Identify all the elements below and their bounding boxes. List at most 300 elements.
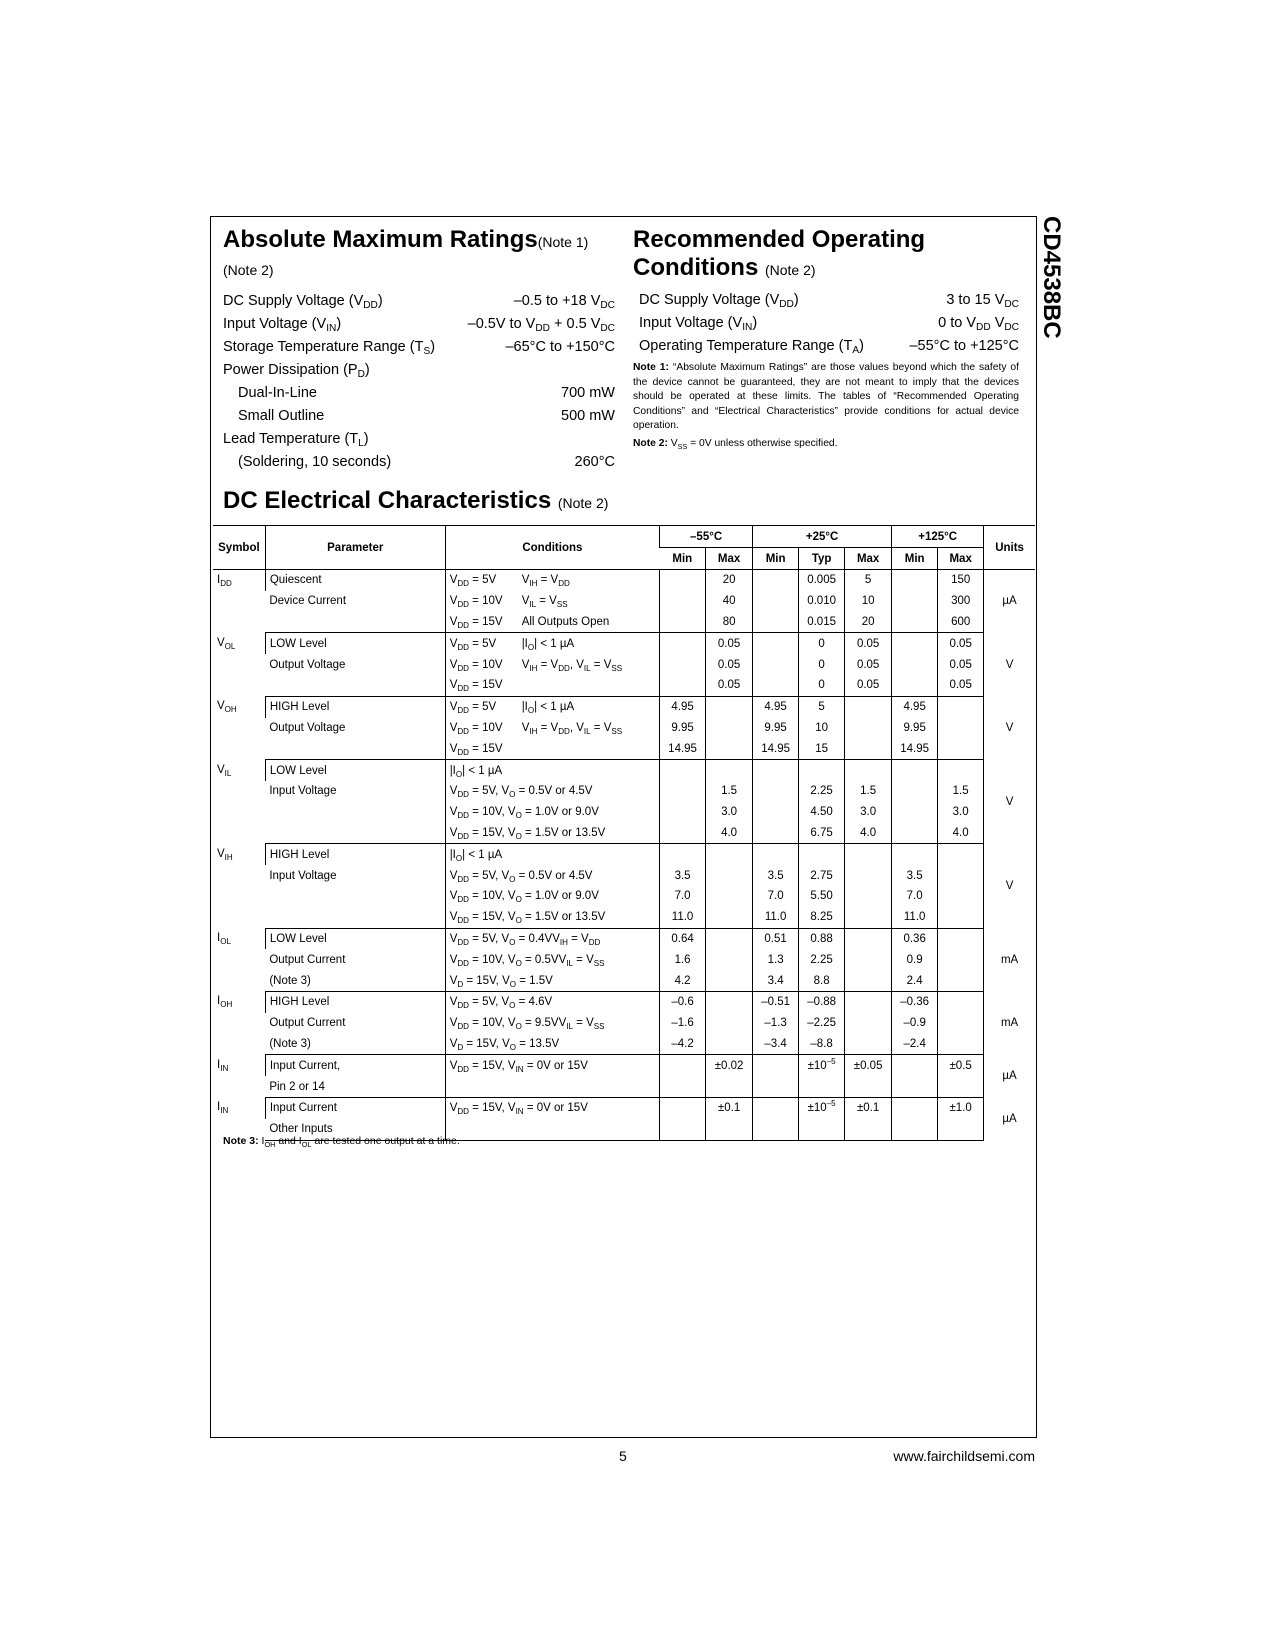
conditions-cell: $V_{DD} = 10V$, $V_O = 1.0V$ or 9.0V (445, 802, 659, 823)
value-cell (753, 612, 799, 633)
value-cell (892, 591, 938, 612)
value-cell (845, 970, 892, 991)
value-cell (660, 633, 706, 654)
value-cell: 7.0 (753, 886, 799, 907)
abs-title: Absolute Maximum Ratings(Note 1) (223, 226, 589, 253)
value-cell: 6.75 (799, 823, 845, 844)
param-group (213, 696, 1035, 759)
abs-rating-row (223, 313, 615, 336)
value-cell (938, 738, 984, 759)
rec-condition-row (633, 335, 1019, 358)
value-cell (938, 970, 984, 991)
parameter-cell: Pin 2 or 14 (265, 1076, 445, 1097)
value-cell: –3.4 (753, 1034, 799, 1055)
value-cell (753, 802, 799, 823)
abs-rating-row (223, 405, 615, 428)
units-cell: V (984, 696, 1035, 759)
value-cell: 7.0 (660, 886, 706, 907)
value-cell: 0 (799, 654, 845, 675)
value-cell: –8.8 (799, 1034, 845, 1055)
rec-condition-label: Input Voltage $(V_{IN})$ (639, 315, 758, 333)
value-cell: 80 (706, 612, 753, 633)
value-cell: 0.9 (892, 949, 938, 970)
value-cell: 2.75 (799, 865, 845, 886)
value-cell: 0.05 (845, 633, 892, 654)
value-cell (753, 781, 799, 802)
conditions-cell: $V_{DD} = 5V$, $V_O = 0.5V$ or 4.5V (445, 781, 659, 802)
value-cell (799, 760, 845, 781)
table-row (213, 633, 1035, 654)
symbol-cell: $I_{IN}$ (217, 1101, 229, 1116)
table-row (213, 781, 1035, 802)
abs-rating-label: (Soldering, 10 seconds) (238, 454, 392, 470)
table-row (213, 1055, 1035, 1076)
value-cell: 40 (706, 591, 753, 612)
value-cell (938, 696, 984, 717)
rec-condition-row (633, 312, 1019, 335)
header-min: Min (753, 548, 799, 570)
value-cell: –2.25 (799, 1013, 845, 1034)
value-cell: –0.36 (892, 991, 938, 1012)
rec-condition-value: –55°C to +125°C (909, 338, 1019, 354)
table-row (213, 1034, 1035, 1055)
parameter-cell: Device Current (269, 595, 347, 608)
value-cell (753, 675, 799, 696)
value-cell (660, 1119, 706, 1140)
note-2: Note 2: $V_{SS} = 0V$ unless otherwise specified. (633, 437, 838, 451)
header-max: Max (938, 548, 984, 570)
conditions-cell (445, 1119, 659, 1140)
value-cell: 1.3 (753, 949, 799, 970)
value-cell (660, 781, 706, 802)
value-cell (845, 886, 892, 907)
value-cell (938, 760, 984, 781)
value-cell (660, 844, 706, 865)
parameter-cell (265, 675, 445, 696)
conditions-cell: $V_{DD} = 15V$ (445, 675, 659, 696)
value-cell: 0.05 (938, 675, 984, 696)
value-cell (706, 1119, 753, 1140)
value-cell (845, 865, 892, 886)
value-cell: 3.0 (706, 802, 753, 823)
parameter-cell (265, 823, 445, 844)
parameter-cell: HIGH Level (265, 696, 445, 717)
value-cell (753, 654, 799, 675)
value-cell: 0.64 (660, 928, 706, 949)
units-cell: V (984, 760, 1035, 844)
conditions-cell: $V_{DD} = 15V$ (445, 738, 659, 759)
symbol-cell: $I_{IN}$ (217, 1058, 229, 1073)
value-cell (660, 570, 706, 591)
value-cell: 600 (938, 612, 984, 633)
abs-rating-value: –0.5V to $V_{DD} + 0.5$ $V_{DC}$ (467, 316, 615, 334)
value-cell (706, 718, 753, 739)
table-row (213, 654, 1035, 675)
conditions-cell: $V_{DD} = 10V$ $V_{IH} = V_{DD}$, $V_{IL} = V_{SS}$ (445, 718, 659, 739)
abs-rating-label: Lead Temperature $(T_L)$ (223, 431, 369, 449)
table-row (213, 907, 1035, 928)
value-cell: 0.05 (706, 654, 753, 675)
parameter-cell: LOW Level (265, 760, 445, 781)
value-cell (753, 570, 799, 591)
value-cell: 3.5 (660, 865, 706, 886)
header-min: Min (660, 548, 706, 570)
value-cell: 14.95 (660, 738, 706, 759)
value-cell (845, 1013, 892, 1034)
symbol-cell: $V_{OL}$ (217, 636, 236, 651)
value-cell: 1.6 (660, 949, 706, 970)
table-row (213, 760, 1035, 781)
abs-rows (223, 290, 615, 474)
value-cell (892, 570, 938, 591)
symbol-cell: $I_{OH}$ (217, 995, 233, 1010)
note-3-text: $I_{OH}$ and $I_{OL}$ are tested one output at a time. (261, 1135, 460, 1149)
value-cell (845, 718, 892, 739)
param-group (213, 928, 1035, 991)
parameter-cell: Other Inputs (265, 1119, 445, 1140)
recommended-operating-conditions (633, 226, 1019, 451)
value-cell: 4.0 (938, 823, 984, 844)
value-cell (845, 928, 892, 949)
value-cell: –0.88 (799, 991, 845, 1012)
value-cell (753, 1076, 799, 1097)
value-cell: 20 (706, 570, 753, 591)
symbol-cell: $V_{IL}$ (217, 763, 232, 778)
value-cell: 14.95 (753, 738, 799, 759)
rec-title: Recommended Operating Conditions (Note 2) (633, 226, 926, 281)
value-cell (660, 1076, 706, 1097)
value-cell (706, 738, 753, 759)
abs-rating-row (223, 290, 615, 313)
table-row (213, 570, 1035, 591)
symbol-cell: $I_{OL}$ (217, 932, 231, 947)
value-cell: 14.95 (892, 738, 938, 759)
abs-rating-value: 500 mW (561, 408, 615, 424)
value-cell: 3.0 (845, 802, 892, 823)
value-cell: ±0.5 (938, 1055, 984, 1076)
conditions-cell: $V_D = 15V$, $V_O = 13.5V$ (445, 1034, 659, 1055)
value-cell (845, 696, 892, 717)
abs-rating-row (223, 382, 615, 405)
value-cell (753, 633, 799, 654)
value-cell (938, 844, 984, 865)
value-cell (706, 696, 753, 717)
value-cell (799, 844, 845, 865)
value-cell: 20 (845, 612, 892, 633)
parameter-cell (265, 612, 445, 633)
value-cell: –0.9 (892, 1013, 938, 1034)
value-cell: –4.2 (660, 1034, 706, 1055)
value-cell: 1.5 (706, 781, 753, 802)
abs-rating-row (223, 336, 615, 359)
conditions-cell: $V_{DD} = 15V$, $V_O = 1.5V$ or 13.5V (445, 907, 659, 928)
value-cell: 0.010 (799, 591, 845, 612)
value-cell: 9.95 (892, 718, 938, 739)
parameter-cell: LOW Level (265, 633, 445, 654)
table-row (213, 591, 1035, 612)
param-group (213, 991, 1035, 1054)
value-cell (892, 612, 938, 633)
symbol-cell: $V_{OH}$ (217, 700, 237, 715)
value-cell: 9.95 (660, 718, 706, 739)
parameter-cell: Output Current (269, 1017, 346, 1030)
value-cell (706, 844, 753, 865)
value-cell: ±0.02 (706, 1055, 753, 1076)
value-cell (845, 991, 892, 1012)
value-cell (892, 1076, 938, 1097)
conditions-cell: $|I_O| < 1$ µA (445, 844, 659, 865)
value-cell (892, 654, 938, 675)
value-cell: ±0.1 (845, 1097, 892, 1118)
value-cell: 3.4 (753, 970, 799, 991)
value-cell (706, 1076, 753, 1097)
abs-rating-label: Small Outline (238, 408, 325, 424)
value-cell (706, 928, 753, 949)
header-max: Max (845, 548, 892, 570)
value-cell (938, 1034, 984, 1055)
value-cell (938, 907, 984, 928)
side-title: CD4538BC (1038, 216, 1065, 339)
abs-rating-value: –65°C to +150°C (505, 339, 615, 355)
value-cell (892, 675, 938, 696)
value-cell (845, 760, 892, 781)
value-cell (892, 802, 938, 823)
value-cell (706, 865, 753, 886)
value-cell: $\pm 10^{-5}$ (799, 1055, 845, 1076)
value-cell (753, 1055, 799, 1076)
value-cell (938, 1013, 984, 1034)
value-cell: 0 (799, 633, 845, 654)
value-cell: 0.05 (706, 633, 753, 654)
header-typ: Typ (799, 548, 845, 570)
table-row (213, 844, 1035, 865)
table-row (213, 991, 1035, 1012)
rec-condition-row (633, 289, 1019, 312)
table-row (213, 802, 1035, 823)
value-cell (660, 1097, 706, 1118)
abs-rating-label: Storage Temperature Range $(T_S)$ (223, 339, 436, 357)
value-cell: ±1.0 (938, 1097, 984, 1118)
abs-rating-label: Power Dissipation $(P_D)$ (223, 362, 370, 380)
value-cell: 300 (938, 591, 984, 612)
value-cell (753, 591, 799, 612)
value-cell: –1.3 (753, 1013, 799, 1034)
note-1: Note 1: “Absolute Maximum Ratings” are those values beyond which the safety of the device cannot be guaranteed, they are not meant to imply that the devices should be operated at these limits. The tables of “Recommended Operating Conditions” and “Electrical Characteristics” provide conditions for actual device operation. (633, 362, 1019, 431)
value-cell: 4.0 (845, 823, 892, 844)
value-cell: 0.015 (799, 612, 845, 633)
value-cell: 11.0 (660, 907, 706, 928)
value-cell (706, 1013, 753, 1034)
param-group (213, 570, 1035, 633)
value-cell (892, 823, 938, 844)
parameter-cell: Output Current (269, 953, 346, 966)
value-cell: 2.25 (799, 781, 845, 802)
abs-rating-value: –0.5 to +18 $V_{DC}$ (513, 293, 615, 311)
header-conditions: Conditions (445, 526, 659, 570)
value-cell (753, 1097, 799, 1118)
parameter-cell (265, 886, 445, 907)
table-row (213, 1097, 1035, 1118)
value-cell (845, 949, 892, 970)
value-cell (845, 1034, 892, 1055)
conditions-cell: $V_{DD} = 10V$, $V_O = 0.5VV_{IL} = V_{SS}$ (445, 949, 659, 970)
value-cell (845, 907, 892, 928)
table-row (213, 886, 1035, 907)
rec-condition-label: DC Supply Voltage $(V_{DD})$ (639, 292, 799, 310)
parameter-cell (265, 738, 445, 759)
value-cell (892, 1097, 938, 1118)
units-cell: µA (984, 1055, 1035, 1098)
value-cell (845, 844, 892, 865)
conditions-cell (445, 1076, 659, 1097)
parameter-cell: Output Voltage (269, 658, 346, 671)
value-cell: 3.5 (892, 865, 938, 886)
conditions-cell: $V_{DD} = 10V$, $V_O = 1.0V$ or 9.0V (445, 886, 659, 907)
value-cell: 0.36 (892, 928, 938, 949)
parameter-cell: Input Current (265, 1097, 445, 1118)
conditions-cell: $V_D = 15V$, $V_O = 1.5V$ (445, 970, 659, 991)
value-cell: –0.6 (660, 991, 706, 1012)
value-cell: 9.95 (753, 718, 799, 739)
value-cell: 4.0 (706, 823, 753, 844)
abs-note2: (Note 2) (223, 262, 274, 278)
parameter-cell: Input Voltage (269, 869, 337, 882)
conditions-cell: $V_{DD} = 10V$ $V_{IL} = V_{SS}$ (445, 591, 659, 612)
value-cell: 1.5 (938, 781, 984, 802)
value-cell (938, 1076, 984, 1097)
value-cell (660, 675, 706, 696)
value-cell: 0.05 (938, 633, 984, 654)
conditions-cell: $V_{DD} = 5V$ $|I_O| < 1$ µA (445, 633, 659, 654)
abs-rating-row (223, 428, 615, 451)
value-cell: 8.25 (799, 907, 845, 928)
value-cell (660, 823, 706, 844)
value-cell: 7.0 (892, 886, 938, 907)
conditions-cell: $V_{DD} = 5V$, $V_O = 0.4VV_{IH} = V_{DD}$ (445, 928, 659, 949)
header-units: Units (984, 526, 1035, 570)
value-cell: 10 (799, 718, 845, 739)
value-cell: 4.95 (753, 696, 799, 717)
table-row (213, 675, 1035, 696)
conditions-cell: $V_{DD} = 10V$ $V_{IH} = V_{DD}$, $V_{IL} = V_{SS}$ (445, 654, 659, 675)
value-cell (706, 907, 753, 928)
parameter-cell: LOW Level (265, 928, 445, 949)
value-cell: –1.6 (660, 1013, 706, 1034)
value-cell (660, 591, 706, 612)
footer-url: www.fairchildsemi.com (893, 1448, 1035, 1464)
parameter-cell: Quiescent (265, 570, 445, 591)
parameter-cell: Input Voltage (269, 785, 337, 798)
value-cell (845, 1076, 892, 1097)
value-cell (892, 844, 938, 865)
rec-condition-value: 0 to $V_{DD}$ $V_{DC}$ (938, 315, 1019, 333)
param-group (213, 844, 1035, 928)
conditions-cell: $V_{DD} = 5V$, $V_O = 4.6V$ (445, 991, 659, 1012)
header-temp-minus55: –55°C (660, 526, 753, 548)
value-cell: 4.95 (892, 696, 938, 717)
value-cell (892, 633, 938, 654)
value-cell: 0.05 (845, 675, 892, 696)
parameter-cell (265, 802, 445, 823)
value-cell: 0.05 (706, 675, 753, 696)
value-cell (706, 949, 753, 970)
units-cell: µA (984, 1097, 1035, 1140)
value-cell: 0.05 (938, 654, 984, 675)
value-cell (660, 1055, 706, 1076)
value-cell (660, 612, 706, 633)
table-row (213, 696, 1035, 717)
header-max: Max (706, 548, 753, 570)
table-row (213, 1076, 1035, 1097)
value-cell: 11.0 (753, 907, 799, 928)
value-cell (753, 844, 799, 865)
value-cell: 0.88 (799, 928, 845, 949)
absolute-maximum-ratings (223, 226, 615, 474)
value-cell (938, 991, 984, 1012)
table-row (213, 949, 1035, 970)
table-row (213, 612, 1035, 633)
table-row (213, 865, 1035, 886)
abs-rating-value: 700 mW (561, 385, 615, 401)
parameter-cell: HIGH Level (265, 991, 445, 1012)
value-cell: 150 (938, 570, 984, 591)
param-group (213, 1055, 1035, 1098)
value-cell (753, 760, 799, 781)
value-cell: 0 (799, 675, 845, 696)
table-row (213, 1013, 1035, 1034)
value-cell (706, 970, 753, 991)
parameter-cell: Input Current, (265, 1055, 445, 1076)
value-cell: ±0.05 (845, 1055, 892, 1076)
value-cell (938, 865, 984, 886)
param-group (213, 633, 1035, 696)
value-cell: ±0.1 (706, 1097, 753, 1118)
table-row (213, 718, 1035, 739)
note-3: Note 3: $I_{OH}$ and $I_{OL}$ are tested one output at a time. (223, 1135, 460, 1149)
param-group (213, 760, 1035, 844)
value-cell: 5.50 (799, 886, 845, 907)
dc-characteristics-table (213, 525, 1035, 1141)
value-cell: 4.95 (660, 696, 706, 717)
header-temp-25: +25°C (753, 526, 892, 548)
conditions-cell: $V_{DD} = 10V$, $V_O = 9.5VV_{IL} = V_{SS}$ (445, 1013, 659, 1034)
value-cell: 3.0 (938, 802, 984, 823)
value-cell (892, 1055, 938, 1076)
value-cell: 8.8 (799, 970, 845, 991)
value-cell: 2.25 (799, 949, 845, 970)
conditions-cell: $|I_O| < 1$ µA (445, 760, 659, 781)
table-row (213, 928, 1035, 949)
value-cell (938, 1119, 984, 1140)
value-cell: 11.0 (892, 907, 938, 928)
value-cell: 4.50 (799, 802, 845, 823)
value-cell (706, 1034, 753, 1055)
value-cell (660, 654, 706, 675)
parameter-cell: Output Voltage (269, 721, 346, 734)
parameter-cell: (Note 3) (265, 1034, 445, 1055)
abs-rating-value: 260°C (574, 454, 615, 470)
value-cell: $\pm 10^{-5}$ (799, 1097, 845, 1118)
symbol-cell: $V_{IH}$ (217, 847, 233, 862)
units-cell: µA (984, 570, 1035, 633)
conditions-cell: $V_{DD} = 15V$ All Outputs Open (445, 612, 659, 633)
units-cell: V (984, 633, 1035, 696)
table-row (213, 738, 1035, 759)
header-temp-125: +125°C (892, 526, 984, 548)
conditions-cell: $V_{DD} = 15V$, $V_{IN} = 0V$ or 15V (445, 1097, 659, 1118)
parameter-cell: HIGH Level (265, 844, 445, 865)
value-cell (845, 738, 892, 759)
